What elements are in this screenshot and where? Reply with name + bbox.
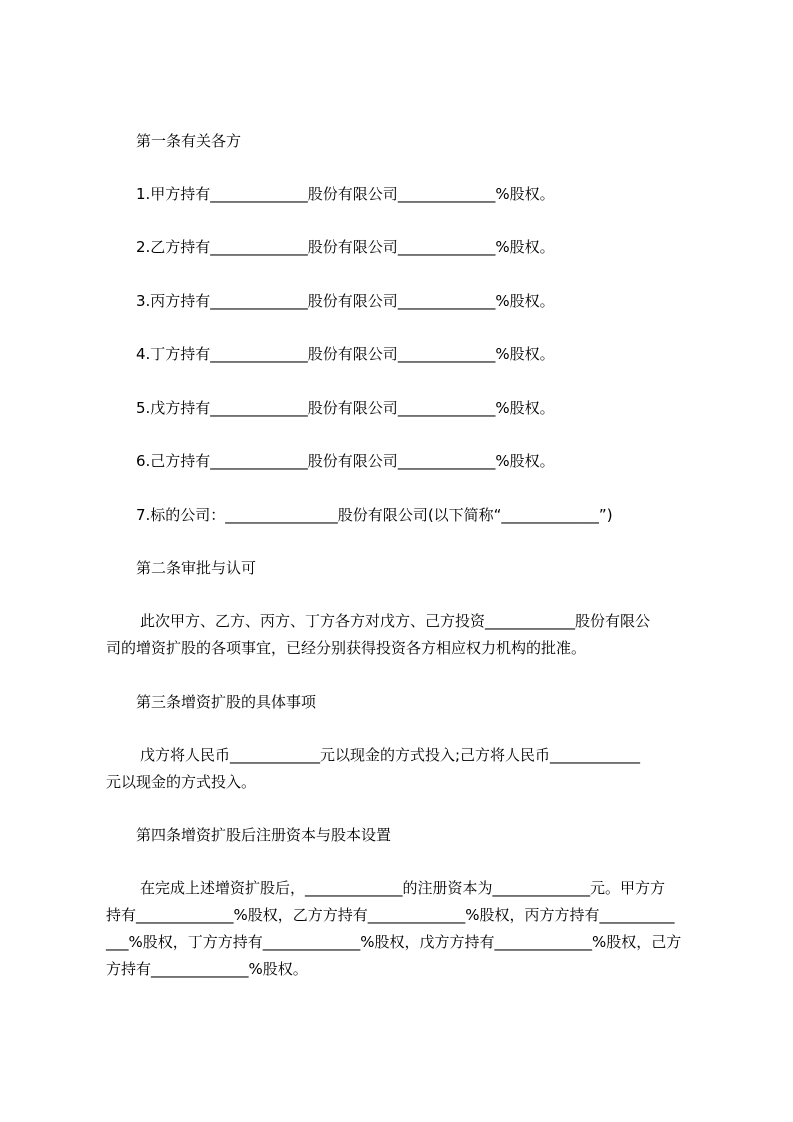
article1-item-1: 1.甲方持有_____________股份有限公司_____________%股权。: [136, 185, 555, 203]
article1-item-4: 4.丁方持有_____________股份有限公司_____________%股权。: [136, 345, 555, 363]
article2-paragraph-line-2: 司的增资扩股的各项事宜，已经分别获得投资各方相应权力机构的批准。: [106, 639, 587, 657]
article1-item-6: 6.己方持有_____________股份有限公司_____________%股权。: [136, 452, 555, 470]
article4-paragraph-line-2: 持有_____________%股权，乙方方持有_____________%股权，丙方方持有__________: [106, 906, 675, 924]
article3-heading: 第三条增资扩股的具体事项: [136, 693, 317, 711]
article1-heading: 第一条有关各方: [136, 132, 242, 150]
article2-heading: 第二条审批与认可: [136, 559, 257, 577]
article1-item-5: 5.戊方持有_____________股份有限公司_____________%股权。: [136, 399, 555, 417]
article1-item-2: 2.乙方持有_____________股份有限公司_____________%股权。: [136, 238, 555, 256]
article3-paragraph-line-1: 戊方将人民币____________元以现金的方式投入;己方将人民币____________: [140, 746, 641, 764]
article1-item-7: 7.标的公司：_______________股份有限公司(以下简称“_____________”): [136, 506, 613, 524]
article1-item-3: 3.丙方持有_____________股份有限公司_____________%股权。: [136, 292, 555, 310]
article4-heading: 第四条增资扩股后注册资本与股本设置: [136, 826, 392, 844]
article4-paragraph-line-1: 在完成上述增资扩股后，_____________的注册资本为_____________元。甲方方: [140, 879, 666, 897]
article4-paragraph-line-3: ___%股权，丁方方持有_____________%股权，戊方方持有_____________%股权，己方: [106, 933, 682, 951]
article2-paragraph-line-1: 此次甲方、乙方、丙方、丁方各方对戊方、己方投资____________股份有限公: [140, 612, 651, 630]
article4-paragraph-line-4: 方持有_____________%股权。: [106, 960, 308, 978]
article3-paragraph-line-2: 元以现金的方式投入。: [106, 773, 257, 791]
